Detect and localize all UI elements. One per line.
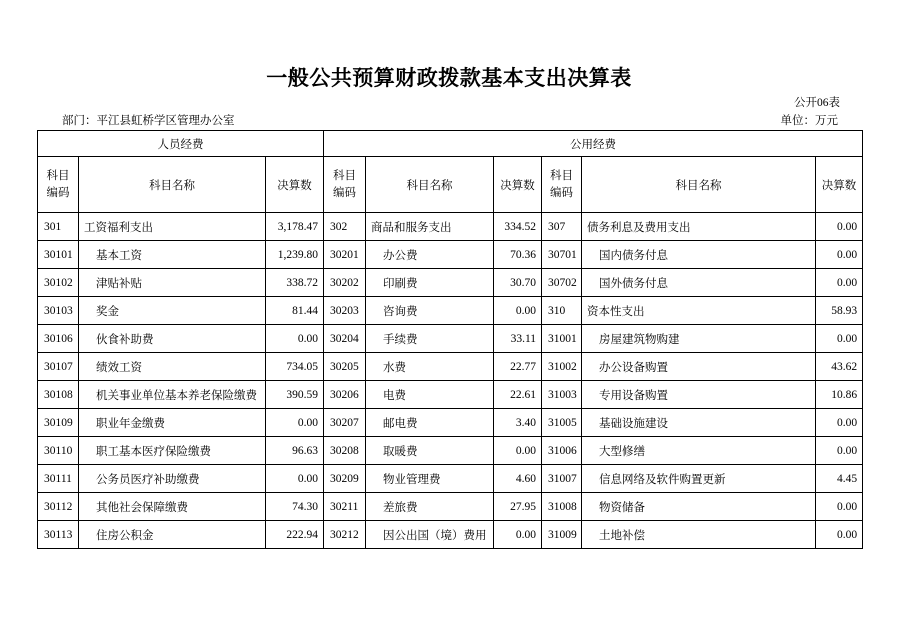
amount-cell: 22.61 [494,381,542,409]
subject-name-cell: 公务员医疗补助缴费 [79,465,266,493]
subject-code-cell: 30202 [324,269,366,297]
amount-cell: 33.11 [494,325,542,353]
amount-cell: 0.00 [816,325,863,353]
subject-code-cell: 30108 [38,381,79,409]
amount-cell: 4.60 [494,465,542,493]
column-header-code-label: 科目编码 [46,169,70,199]
subject-code-cell: 30209 [324,465,366,493]
subject-name-cell: 住房公积金 [79,521,266,549]
column-header-name: 科目名称 [79,157,266,213]
amount-cell: 3,178.47 [266,213,324,241]
subject-code-cell: 30111 [38,465,79,493]
subject-name-cell: 伙食补助费 [79,325,266,353]
amount-cell: 0.00 [494,297,542,325]
column-header-row [38,157,863,213]
amount-cell: 74.30 [266,493,324,521]
column-header-code [542,157,582,213]
amount-cell: 70.36 [494,241,542,269]
amount-cell: 734.05 [266,353,324,381]
subject-code-cell: 310 [542,297,582,325]
subject-code-cell: 30109 [38,409,79,437]
unit-label: 单位：万元 [780,115,838,127]
page-title: 一般公共预算财政拨款基本支出决算表 [266,66,632,90]
department-label: 部门：平江县虹桥学区管理办公室 [62,115,235,127]
subject-code-cell: 30101 [38,241,79,269]
subject-name-cell: 资本性支出 [582,297,816,325]
amount-cell: 0.00 [816,493,863,521]
amount-cell: 0.00 [816,409,863,437]
amount-cell: 0.00 [816,213,863,241]
column-header-amount: 决算数 [816,157,863,213]
subject-code-cell: 30212 [324,521,366,549]
table-row [38,381,863,409]
amount-cell: 0.00 [266,465,324,493]
amount-cell: 0.00 [494,521,542,549]
subject-code-cell: 31005 [542,409,582,437]
column-header-code [324,157,366,213]
subject-code-cell: 30702 [542,269,582,297]
subject-name-cell: 信息网络及软件购置更新 [582,465,816,493]
amount-cell: 0.00 [816,437,863,465]
amount-cell: 96.63 [266,437,324,465]
subject-name-cell: 邮电费 [366,409,494,437]
amount-cell: 0.00 [816,269,863,297]
subject-code-cell: 30203 [324,297,366,325]
group-header-public: 公用经费 [324,131,863,157]
amount-cell: 81.44 [266,297,324,325]
amount-cell: 10.86 [816,381,863,409]
column-header-amount: 决算数 [494,157,542,213]
subject-name-cell: 差旅费 [366,493,494,521]
subject-code-cell: 30110 [38,437,79,465]
subject-code-cell: 31006 [542,437,582,465]
column-header-name: 科目名称 [366,157,494,213]
subject-code-cell: 31003 [542,381,582,409]
amount-cell: 338.72 [266,269,324,297]
subject-code-cell: 30201 [324,241,366,269]
subject-name-cell: 商品和服务支出 [366,213,494,241]
subject-code-cell: 302 [324,213,366,241]
subject-name-cell: 机关事业单位基本养老保险缴费 [79,381,266,409]
table-row [38,493,863,521]
subject-code-cell: 307 [542,213,582,241]
column-header-code-label: 科目编码 [550,169,574,199]
table-row [38,269,863,297]
amount-cell: 3.40 [494,409,542,437]
subject-name-cell: 因公出国（境）费用 [366,521,494,549]
subject-name-cell: 绩效工资 [79,353,266,381]
table-row [38,465,863,493]
subject-name-cell: 土地补偿 [582,521,816,549]
subject-code-cell: 31001 [542,325,582,353]
amount-cell: 0.00 [816,521,863,549]
subject-code-cell: 30208 [324,437,366,465]
subject-code-cell: 30206 [324,381,366,409]
amount-cell: 0.00 [266,325,324,353]
subject-name-cell: 专用设备购置 [582,381,816,409]
subject-name-cell: 大型修缮 [582,437,816,465]
column-header-name: 科目名称 [582,157,816,213]
subject-name-cell: 债务利息及费用支出 [582,213,816,241]
subject-name-cell: 物资储备 [582,493,816,521]
subject-code-cell: 31007 [542,465,582,493]
subject-code-cell: 30701 [542,241,582,269]
subject-name-cell: 取暖费 [366,437,494,465]
group-header-row [38,131,863,157]
subject-name-cell: 国外债务付息 [582,269,816,297]
subject-name-cell: 职业年金缴费 [79,409,266,437]
table-row [38,213,863,241]
column-header-code-label: 科目编码 [333,169,357,199]
subject-name-cell: 咨询费 [366,297,494,325]
subject-name-cell: 物业管理费 [366,465,494,493]
group-header-personnel: 人员经费 [38,131,324,157]
subject-code-cell: 30102 [38,269,79,297]
amount-cell: 334.52 [494,213,542,241]
subject-code-cell: 30207 [324,409,366,437]
amount-cell: 0.00 [494,437,542,465]
subject-name-cell: 奖金 [79,297,266,325]
amount-cell: 43.62 [816,353,863,381]
amount-cell: 4.45 [816,465,863,493]
table-row [38,325,863,353]
column-header-code [38,157,79,213]
subject-name-cell: 基本工资 [79,241,266,269]
subject-name-cell: 电费 [366,381,494,409]
subject-code-cell: 31002 [542,353,582,381]
subject-code-cell: 30204 [324,325,366,353]
amount-cell: 0.00 [816,241,863,269]
subject-name-cell: 国内债务付息 [582,241,816,269]
table-row [38,353,863,381]
subject-code-cell: 301 [38,213,79,241]
amount-cell: 58.93 [816,297,863,325]
table-body [38,213,863,549]
table-row [38,409,863,437]
subject-name-cell: 基础设施建设 [582,409,816,437]
subject-name-cell: 房屋建筑物购建 [582,325,816,353]
subject-name-cell: 水费 [366,353,494,381]
amount-cell: 27.95 [494,493,542,521]
subject-code-cell: 30107 [38,353,79,381]
subject-code-cell: 30112 [38,493,79,521]
column-header-amount: 决算数 [266,157,324,213]
amount-cell: 0.00 [266,409,324,437]
table-row [38,437,863,465]
subject-name-cell: 手续费 [366,325,494,353]
subject-code-cell: 31008 [542,493,582,521]
subject-name-cell: 印刷费 [366,269,494,297]
table-number: 公开06表 [794,97,840,109]
subject-name-cell: 工资福利支出 [79,213,266,241]
subject-code-cell: 31009 [542,521,582,549]
amount-cell: 390.59 [266,381,324,409]
subject-name-cell: 办公费 [366,241,494,269]
subject-code-cell: 30113 [38,521,79,549]
subject-name-cell: 津贴补贴 [79,269,266,297]
amount-cell: 1,239.80 [266,241,324,269]
subject-name-cell: 办公设备购置 [582,353,816,381]
subject-code-cell: 30205 [324,353,366,381]
amount-cell: 22.77 [494,353,542,381]
subject-name-cell: 其他社会保障缴费 [79,493,266,521]
subject-name-cell: 职工基本医疗保险缴费 [79,437,266,465]
subject-code-cell: 30103 [38,297,79,325]
table-row [38,241,863,269]
table-row [38,521,863,549]
budget-table [37,130,863,549]
amount-cell: 30.70 [494,269,542,297]
table-row [38,297,863,325]
subject-code-cell: 30211 [324,493,366,521]
subject-code-cell: 30106 [38,325,79,353]
amount-cell: 222.94 [266,521,324,549]
